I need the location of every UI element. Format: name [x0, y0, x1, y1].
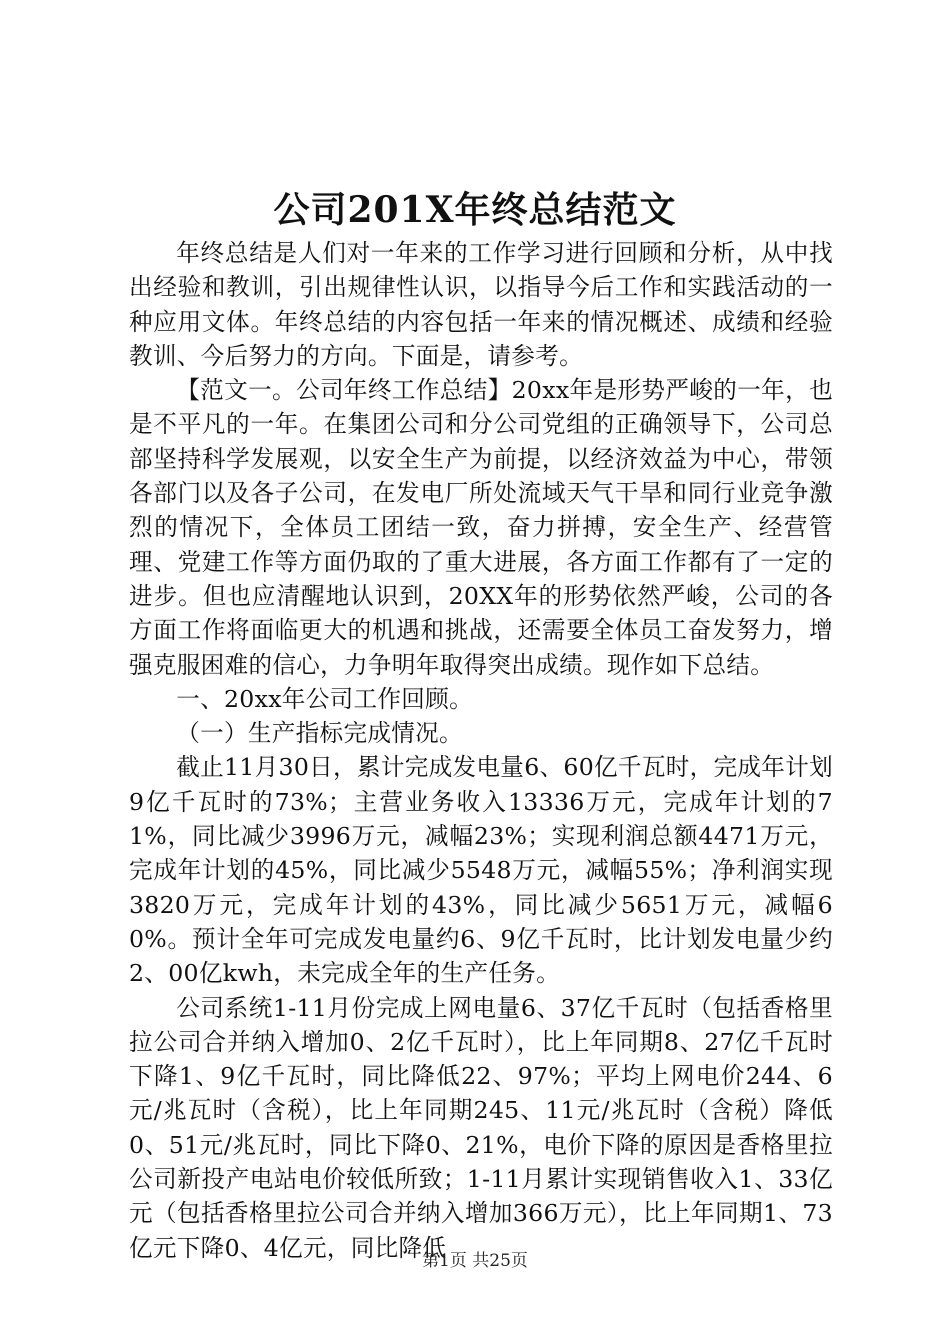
- paragraph-grid-electricity: 公司系统1-11月份完成上网电量6、37亿千瓦时（包括香格里拉公司合并纳入增加0、2亿千瓦时），比上年同期8、27亿千瓦时下降1、9亿千瓦时，同比降低22、97%；平均上网电价244、6元/兆瓦时（含税），比上年同期245、11元/兆瓦时（含税）降低0、51元/兆瓦时，同比下降0、21%，电价下降的原因是香格里拉公司新投产电站电价较低所致；1-11月累计实现销售收入1、33亿元（包括香格里拉公司合并纳入增加366万元），比上年同期1、73亿元下降0、4亿元，同比降低: [129, 993, 833, 1262]
- paragraph-production-figures: 截止11月30日，累计完成发电量6、60亿千瓦时，完成年计划9亿千瓦时的73%；主营业务收入13336万元，完成年计划的71%，同比减少3996万元，减幅23%；实现利润总额4471万元，完成年计划的45%，同比减少5548万元，减幅55%；净利润实现3820万元，完成年计划的43%，同比减少5651万元，减幅60%。预计全年可完成发电量约6、9亿千瓦时，比计划发电量少约2、00亿kwh，未完成全年的生产任务。: [129, 753, 833, 988]
- page-footer: 第1页 共25页: [422, 1251, 528, 1271]
- section-heading-review: 一、20xx年公司工作回顾。: [176, 684, 473, 713]
- document-title: 公司201X年终总结范文: [273, 189, 677, 231]
- subsection-heading-production: （一）生产指标完成情况。: [176, 719, 463, 748]
- document-body: [129, 236, 833, 1265]
- paragraph-intro: 年终总结是人们对一年来的工作学习进行回顾和分析，从中找出经验和教训，引出规律性认识，以指导今后工作和实践活动的一种应用文体。年终总结的内容包括一年来的情况概述、成绩和经验教训、今后努力的方向。下面是，请参考。: [129, 239, 833, 370]
- paragraph-sample-one: 【范文一。公司年终工作总结】20xx年是形势严峻的一年，也是不平凡的一年。在集团公司和分公司党组的正确领导下，公司总部坚持科学发展观，以安全生产为前提，以经济效益为中心，带领各部门以及各子公司，在发电厂所处流域天气干旱和同行业竞争激烈的情况下，全体员工团结一致，奋力拼搏，安全生产、经营管理、党建工作等方面仍取的了重大进展，各方面工作都有了一定的进步。但也应清醒地认识到，20XX年的形势依然严峻，公司的各方面工作将面临更大的机遇和挑战，还需要全体员工奋发努力，增强克服困难的信心，力争明年取得突出成绩。现作如下总结。: [129, 376, 833, 679]
